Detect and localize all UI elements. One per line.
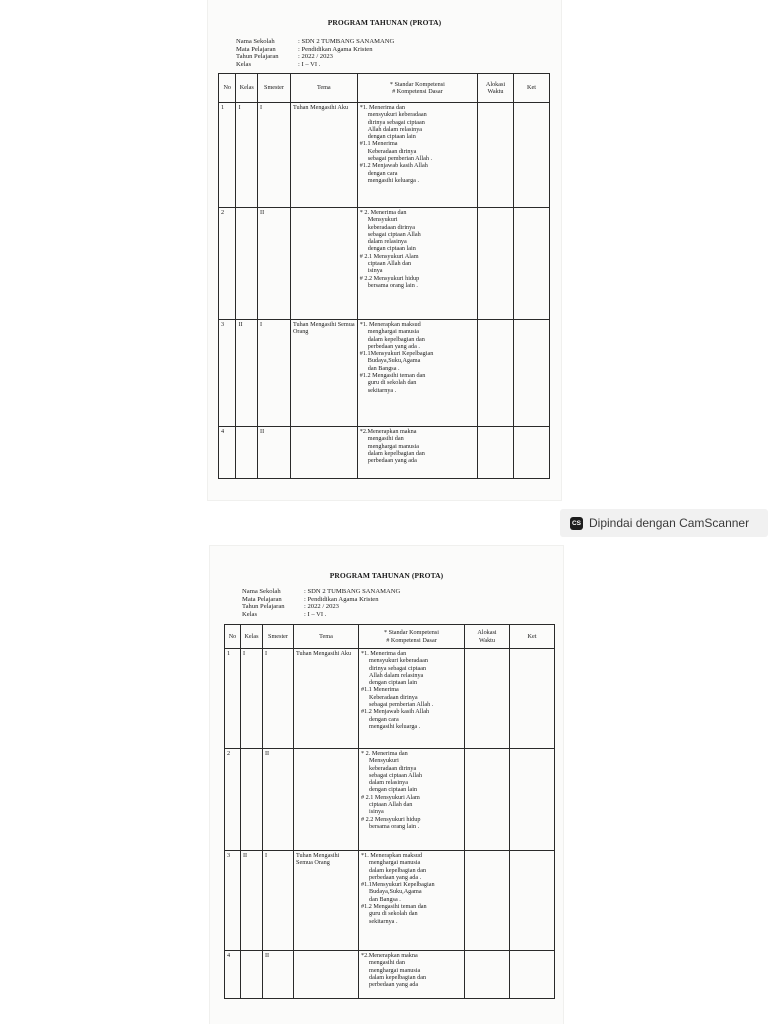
cell-alokasi <box>478 427 514 479</box>
kompetensi-line: * 2. Menerima dan <box>359 209 407 216</box>
kompetensi-line: sekitarnya . <box>367 386 397 394</box>
document-meta <box>236 38 394 68</box>
kompetensi-line: dan Bangsa . <box>367 364 400 372</box>
kompetensi-line: Mensyukuri <box>367 216 398 224</box>
cell-semester: I <box>258 320 291 427</box>
scanned-page-2 <box>210 546 563 1024</box>
kompetensi-line: dengan ciptaan lain <box>367 245 416 253</box>
kompetensi-line: dalam kepelbagian dan <box>367 449 425 457</box>
kompetensi-line: guru di sekolah dan <box>369 910 418 918</box>
kompetensi-line: # 2.1 Mensyukuri Alam <box>359 252 419 260</box>
kompetensi-line: dalam relasinya <box>367 238 407 246</box>
cell-tema <box>290 427 357 479</box>
kompetensi-line: sebagai pemberian Allah . <box>369 701 434 709</box>
kompetensi-line: * 2. Menerima dan <box>361 750 408 757</box>
meta-row-year: Tahun Pelajaran : 2022 / 2023 <box>236 53 333 61</box>
col-tema: Tema <box>290 74 357 103</box>
cell-kompetensi <box>359 851 465 951</box>
kompetensi-line: dengan ciptaan lain <box>369 786 418 794</box>
cell-tema: Tuhan Mengasihi Semua Orang <box>294 851 359 951</box>
cell-kelas <box>236 208 258 320</box>
kompetensi-line: # 2.2 Mensyukuri hidup <box>359 274 420 282</box>
cell-ket <box>513 320 549 427</box>
cell-kompetensi <box>357 103 477 208</box>
camscanner-text: Dipindai dengan CamScanner <box>589 516 750 530</box>
document-title: PROGRAM TAHUNAN (PROTA) <box>327 18 442 27</box>
col-semester: Smester <box>258 74 291 103</box>
kompetensi-line: perbedaan yang ada . <box>367 342 420 350</box>
kompetensi-line: guru di sekolah dan <box>367 379 417 387</box>
table-row <box>225 649 555 749</box>
cell-no: 1 <box>225 649 241 749</box>
document-meta <box>242 588 400 618</box>
cell-tema: Tuhan Mengasihi Semua Orang <box>290 320 357 427</box>
kompetensi-line: *1. Menerapkan maksud <box>359 321 421 328</box>
cell-kompetensi <box>357 208 477 320</box>
kompetensi-line: sekitarnya . <box>369 917 398 925</box>
cell-semester: II <box>263 951 294 999</box>
cell-kelas: I <box>236 103 258 208</box>
col-ket: Ket <box>510 625 555 649</box>
kompetensi-line: *2.Menerapkan makna <box>359 428 417 435</box>
kompetensi-line: menghargai manusia <box>367 442 420 450</box>
cell-no: 2 <box>219 208 236 320</box>
kompetensi-line: *1. Menerima dan <box>361 650 407 657</box>
cell-alokasi <box>465 749 510 851</box>
cell-tema <box>290 208 357 320</box>
kompetensi-line: #1.2 Menjawab kasih Allah <box>359 162 428 170</box>
cell-kelas <box>241 951 263 999</box>
kompetensi-line: perbedaan yang ada <box>369 981 419 989</box>
kompetensi-line: Keberadaan dirinya <box>367 147 417 155</box>
prota-table <box>218 73 550 479</box>
kompetensi-line: *1. Menerapkan maksud <box>361 852 422 859</box>
cell-semester: II <box>258 208 291 320</box>
kompetensi-line: ciptaan Allah dan <box>369 801 413 809</box>
meta-row-class: Kelas : I – VI . <box>242 610 327 618</box>
kompetensi-line: isinya <box>369 808 384 816</box>
kompetensi-line: Keberadaan dirinya <box>369 693 418 701</box>
kompetensi-line: *2.Menerapkan makna <box>361 952 418 959</box>
kompetensi-line: dengan cara <box>367 169 398 177</box>
meta-row-year: Tahun Pelajaran : 2022 / 2023 <box>242 603 339 611</box>
cell-kelas: I <box>241 649 263 749</box>
cell-no: 2 <box>225 749 241 851</box>
kompetensi-line: #1.1Mensyukuri Kepelbagian <box>359 350 434 358</box>
cell-alokasi <box>465 951 510 999</box>
kompetensi-line: dalam kepelbagian dan <box>369 866 427 874</box>
table-row <box>225 851 555 951</box>
cell-tema: Tuhan Mengasihi Aku <box>290 103 357 208</box>
cell-alokasi <box>478 208 514 320</box>
cell-semester: II <box>263 749 294 851</box>
kompetensi-line: dengan ciptaan lain <box>367 133 416 141</box>
meta-row-subject: Mata Pelajaran : Pendidikan Agama Kristen <box>242 595 379 603</box>
cell-kelas: II <box>236 320 258 427</box>
kompetensi-line: menghargai manusia <box>369 966 421 974</box>
kompetensi-line: Allah dalam relasinya <box>369 671 424 679</box>
cell-ket <box>510 951 555 999</box>
kompetensi-line: #1.1 Menerima <box>361 686 399 694</box>
kompetensi-line: mengasihi dan <box>369 959 405 967</box>
cell-semester: I <box>263 851 294 951</box>
kompetensi-line: menghargai manusia <box>367 328 420 336</box>
cell-alokasi <box>465 649 510 749</box>
cell-ket <box>510 851 555 951</box>
prota-table <box>224 624 555 999</box>
kompetensi-line: dan Bangsa . <box>369 895 401 903</box>
meta-row-class: Kelas : I – VI . <box>236 60 321 68</box>
camscanner-watermark <box>560 509 768 537</box>
table-row <box>219 427 550 479</box>
col-kelas: Kelas <box>236 74 258 103</box>
cell-no: 3 <box>219 320 236 427</box>
cell-tema <box>294 951 359 999</box>
cell-no: 1 <box>219 103 236 208</box>
kompetensi-line: ciptaan Allah dan <box>367 260 412 268</box>
kompetensi-line: #1.1Mensyukuri Kepelbagian <box>361 881 435 889</box>
cell-kompetensi <box>357 427 477 479</box>
cell-no: 4 <box>225 951 241 999</box>
cell-kompetensi <box>359 649 465 749</box>
kompetensi-line: sebagai ciptaan Allah <box>367 230 421 238</box>
cell-kelas: II <box>241 851 263 951</box>
kompetensi-line: mensyukuri keberadaan <box>369 657 428 665</box>
camscanner-icon: CS <box>570 517 583 530</box>
kompetensi-line: dalam kepelbagian dan <box>369 973 427 981</box>
cell-semester: I <box>263 649 294 749</box>
cell-kompetensi <box>359 951 465 999</box>
kompetensi-line: #1.2 Mengasihi teman dan <box>359 372 426 380</box>
col-kompetensi: * Standar Kompetensi # Kompetensi Dasar <box>357 74 477 103</box>
kompetensi-line: Budaya,Suku,Agama <box>369 888 422 896</box>
kompetensi-line: keberadaan dirinya <box>367 223 415 231</box>
cell-ket <box>513 427 549 479</box>
kompetensi-line: keberadaan dirinya <box>369 764 417 772</box>
kompetensi-line: bersama orang lain . <box>369 822 420 830</box>
kompetensi-line: # 2.1 Mensyukuri Alam <box>361 793 420 801</box>
kompetensi-line: menghargai manusia <box>369 859 421 867</box>
kompetensi-line: bersama orang lain . <box>367 281 418 289</box>
cell-kelas <box>241 749 263 851</box>
kompetensi-line: Budaya,Suku,Agama <box>367 357 421 365</box>
cell-ket <box>510 749 555 851</box>
meta-row-school: Nama Sekolah : SDN 2 TUMBANG SANAMANG <box>236 38 395 45</box>
col-kompetensi: * Standar Kompetensi # Kompetensi Dasar <box>359 625 465 649</box>
document-title: PROGRAM TAHUNAN (PROTA) <box>329 571 444 580</box>
kompetensi-line: Allah dalam relasinya <box>367 125 423 133</box>
cell-kelas <box>236 427 258 479</box>
kompetensi-line: mengasihi keluarga . <box>367 176 420 184</box>
kompetensi-line: mengasihi keluarga . <box>369 722 421 730</box>
kompetensi-line: dalam relasinya <box>369 779 408 787</box>
kompetensi-line: #1.1 Menerima <box>359 140 398 148</box>
col-kelas: Kelas <box>241 625 263 649</box>
cell-kompetensi <box>357 320 477 427</box>
table-row <box>219 320 550 427</box>
table-row <box>219 208 550 320</box>
cell-alokasi <box>465 851 510 951</box>
cell-ket <box>510 649 555 749</box>
kompetensi-line: # 2.2 Mensyukuri hidup <box>361 815 421 823</box>
col-alokasi: Alokasi Waktu <box>465 625 510 649</box>
cell-tema: Tuhan Mengasihi Aku <box>294 649 359 749</box>
kompetensi-line: mengasihi dan <box>367 435 404 443</box>
cell-ket <box>513 103 549 208</box>
table-row <box>225 749 555 851</box>
kompetensi-line: dirinya sebagai ciptaan <box>367 118 425 126</box>
cell-semester: II <box>258 427 291 479</box>
col-no: No <box>219 74 236 103</box>
kompetensi-line: dirinya sebagai ciptaan <box>369 664 427 672</box>
kompetensi-line: dengan ciptaan lain <box>369 679 418 687</box>
col-tema: Tema <box>294 625 359 649</box>
meta-row-school: Nama Sekolah : SDN 2 TUMBANG SANAMANG <box>242 588 401 595</box>
kompetensi-line: dalam kepelbagian dan <box>367 335 425 343</box>
cell-alokasi <box>478 103 514 208</box>
cell-kompetensi <box>359 749 465 851</box>
col-alokasi: Alokasi Waktu <box>478 74 514 103</box>
kompetensi-line: #1.2 Mengasihi teman dan <box>361 903 427 911</box>
cell-no: 3 <box>225 851 241 951</box>
kompetensi-line: #1.2 Menjawab kasih Allah <box>361 708 430 716</box>
kompetensi-line: dengan cara <box>369 715 399 723</box>
col-semester: Smester <box>263 625 294 649</box>
kompetensi-line: perbedaan yang ada <box>367 457 417 465</box>
cell-ket <box>513 208 549 320</box>
kompetensi-line: *1. Menerima dan <box>359 104 405 111</box>
kompetensi-line: perbedaan yang ada . <box>369 873 422 881</box>
meta-row-subject: Mata Pelajaran : Pendidikan Agama Kristen <box>236 45 373 53</box>
table-row <box>219 103 550 208</box>
kompetensi-line: sebagai pemberian Allah . <box>367 155 433 163</box>
cell-tema <box>294 749 359 851</box>
scanned-page-1 <box>208 0 561 500</box>
table-row <box>225 951 555 999</box>
col-ket: Ket <box>513 74 549 103</box>
col-no: No <box>225 625 241 649</box>
kompetensi-line: isinya <box>367 267 383 275</box>
kompetensi-line: sebagai ciptaan Allah <box>369 771 422 779</box>
kompetensi-line: Mensyukuri <box>369 757 399 765</box>
cell-semester: I <box>258 103 291 208</box>
cell-alokasi <box>478 320 514 427</box>
cell-no: 4 <box>219 427 236 479</box>
kompetensi-line: mensyukuri keberadaan <box>367 111 427 119</box>
